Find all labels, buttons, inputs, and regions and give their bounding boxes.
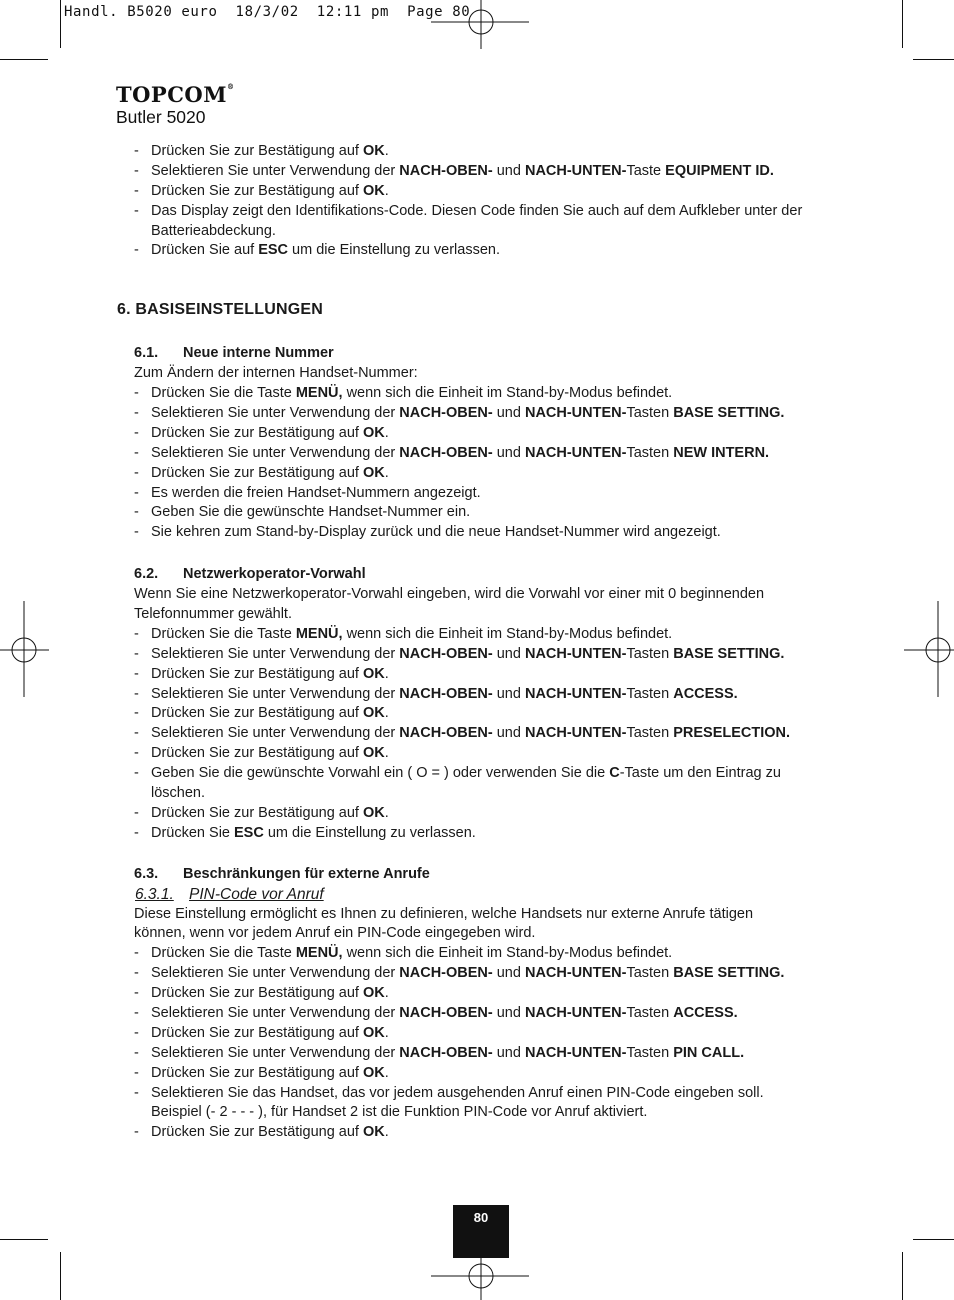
list-item	[134, 241, 854, 261]
lead-text: Zum Ändern der internen Handset-Nummer:	[134, 365, 418, 382]
key-label: OK	[362, 424, 385, 441]
page-number: 80	[453, 1205, 509, 1258]
print-slug: Handl. B5020 euro 18/3/02 12:11 pm Page 80	[64, 4, 471, 20]
key-label: ESC	[258, 242, 289, 259]
bullet-dash: -	[134, 745, 139, 762]
bullet-dash: -	[134, 824, 139, 841]
text-run: Selektieren Sie unter Verwendung der	[151, 645, 400, 662]
text-run: Tasten	[626, 405, 674, 422]
key-label: ESC	[234, 824, 264, 841]
text-run: um die Einstellung zu verlassen.	[288, 242, 501, 259]
key-label: NACH-UNTEN-	[524, 1004, 627, 1021]
list-item	[134, 404, 854, 424]
text-run: .	[384, 665, 389, 682]
text-run: .	[384, 1024, 389, 1041]
bullet-dash: -	[134, 1064, 139, 1081]
key-label: NACH-UNTEN-	[524, 645, 627, 662]
list-item	[134, 142, 854, 162]
text-run: Drücken Sie zur Bestätigung auf	[151, 424, 363, 441]
list-item	[134, 944, 854, 964]
text-run: und	[492, 405, 525, 422]
key-label: OK	[362, 705, 385, 722]
list-item	[134, 645, 854, 665]
text-run: .	[384, 804, 389, 821]
subsubsection-title: PIN-Code vor Anruf	[189, 885, 324, 903]
text-run: Drücken Sie die Taste	[151, 625, 296, 642]
subsection-title: Neue interne Nummer	[183, 345, 334, 362]
text-run: Drücken Sie zur Bestätigung auf	[151, 665, 363, 682]
key-label: ACCESS.	[673, 685, 738, 702]
topcom-logo: TOPCOM®	[116, 82, 235, 107]
text-run: Selektieren Sie unter Verwendung der	[151, 162, 400, 179]
text-run: Selektieren Sie unter Verwendung der	[151, 1004, 400, 1021]
text-run: und	[492, 685, 525, 702]
key-label: OK	[362, 1064, 385, 1081]
bullet-dash: -	[134, 705, 139, 722]
list-item	[134, 384, 854, 404]
text-run: .	[384, 143, 389, 159]
text-run: Drücken Sie zur Bestätigung auf	[151, 985, 363, 1002]
lead-text: Diese Einstellung ermöglicht es Ihnen zu definieren, welche Handsets nur externe Anrufe tätigen	[134, 905, 754, 922]
list-item	[134, 444, 854, 464]
crop-mark	[60, 1252, 61, 1300]
key-label: NACH-UNTEN-	[524, 162, 627, 179]
list-item	[134, 784, 854, 804]
logo-text: TOPCOM	[116, 82, 227, 107]
list-item	[134, 1024, 854, 1044]
key-label: EQUIPMENT ID.	[665, 162, 774, 179]
key-label: OK	[362, 745, 385, 762]
text-run: .	[384, 705, 389, 722]
bullet-dash: -	[134, 685, 139, 702]
bullet-dash: -	[134, 242, 139, 259]
text-run: und	[492, 725, 525, 742]
text-run: Selektieren Sie unter Verwendung der	[151, 685, 400, 702]
key-label: OK	[362, 1024, 385, 1041]
text-run: Selektieren Sie unter Verwendung der	[151, 444, 400, 461]
key-label: NACH-OBEN-	[399, 405, 493, 422]
key-label: BASE SETTING.	[673, 965, 785, 982]
bullet-dash: -	[134, 725, 139, 742]
bullet-dash: -	[134, 424, 139, 441]
text-run: -Taste um den Eintrag zu	[619, 765, 781, 782]
bullet-dash: -	[134, 765, 139, 782]
crop-mark	[902, 0, 903, 48]
list-item	[134, 1103, 854, 1123]
key-label: C	[609, 765, 620, 782]
key-label: NACH-OBEN-	[399, 444, 493, 461]
list-item	[134, 665, 854, 685]
list-item	[134, 484, 854, 504]
key-label: MENÜ,	[295, 385, 343, 402]
key-label: OK	[362, 665, 385, 682]
list-item	[134, 824, 854, 844]
list-item	[134, 724, 854, 744]
bullet-dash: -	[134, 1124, 139, 1141]
text-run: Selektieren Sie unter Verwendung der	[151, 965, 400, 982]
text-run: Tasten	[626, 1044, 674, 1061]
text-run: Geben Sie die gewünschte Handset-Nummer ein.	[151, 504, 471, 521]
text-run: Drücken Sie zur Bestätigung auf	[151, 705, 363, 722]
bullet-dash: -	[134, 444, 139, 461]
key-label: MENÜ,	[295, 945, 343, 962]
subsection-title: Netzwerkoperator-Vorwahl	[183, 566, 366, 583]
registration-mark-bottom	[431, 1252, 531, 1300]
list-item	[134, 1004, 854, 1024]
crop-mark	[902, 1252, 903, 1300]
text-run: Drücken Sie zur Bestätigung auf	[151, 143, 363, 159]
text-run: und	[492, 1004, 525, 1021]
text-run: Batterieabdeckung.	[151, 222, 276, 239]
bullet-dash: -	[134, 985, 139, 1002]
text-run: Tasten	[626, 965, 674, 982]
text-run: Drücken Sie	[151, 824, 235, 841]
list-item	[134, 1084, 854, 1104]
lead-text: Telefonnummer gewählt.	[134, 606, 292, 623]
key-label: NACH-UNTEN-	[524, 685, 627, 702]
lead-text: können, wenn vor jedem Anruf ein PIN-Code eingegeben wird.	[134, 925, 536, 942]
crop-mark	[0, 1239, 48, 1240]
key-label: PRESELECTION.	[673, 725, 791, 742]
bullet-dash: -	[134, 1084, 139, 1101]
bullet-dash: -	[134, 143, 139, 159]
intro-list	[134, 142, 854, 261]
list-item	[134, 704, 854, 724]
text-run: .	[384, 464, 389, 481]
list-item	[134, 625, 854, 645]
bullet-dash: -	[134, 385, 139, 402]
list-item	[134, 1123, 854, 1143]
list-item	[134, 984, 854, 1004]
text-run: .	[384, 424, 389, 441]
list-item	[134, 222, 854, 242]
text-run: und	[492, 444, 525, 461]
key-label: ACCESS.	[673, 1004, 738, 1021]
text-run: wenn sich die Einheit im Stand-by-Modus befindet.	[342, 385, 673, 402]
crop-mark	[0, 59, 48, 60]
text-run: Drücken Sie die Taste	[151, 945, 296, 962]
subsection-number: 6.1.	[134, 345, 159, 362]
bullet-dash: -	[134, 1044, 139, 1061]
key-label: NACH-UNTEN-	[524, 725, 627, 742]
key-label: BASE SETTING.	[673, 405, 785, 422]
text-run: Drücken Sie zur Bestätigung auf	[151, 1124, 363, 1141]
bullet-dash: -	[134, 804, 139, 821]
text-run: Selektieren Sie das Handset, das vor jedem ausgehenden Anruf einen PIN-Code eingeben soll.	[151, 1084, 764, 1101]
text-run: und	[492, 965, 525, 982]
text-run: Geben Sie die gewünschte Vorwahl ein ( O = ) oder verwenden Sie die	[151, 765, 610, 782]
key-label: NACH-OBEN-	[399, 965, 493, 982]
key-label: NACH-UNTEN-	[524, 1044, 627, 1061]
text-run: Beispiel (- 2 - - - ), für Handset 2 ist die Funktion PIN-Code vor Anruf aktiviert.	[151, 1104, 648, 1121]
key-label: OK	[362, 182, 385, 199]
key-label: NACH-UNTEN-	[524, 965, 627, 982]
subsection-heading-6-3	[134, 865, 854, 885]
list-item	[134, 744, 854, 764]
bullet-dash: -	[134, 405, 139, 422]
list-item	[134, 182, 854, 202]
text-run: Drücken Sie zur Bestätigung auf	[151, 182, 363, 199]
bullet-dash: -	[134, 965, 139, 982]
subsubsection-number: 6.3.1.	[135, 885, 174, 903]
key-label: PIN CALL.	[673, 1044, 745, 1061]
key-label: MENÜ,	[295, 625, 343, 642]
bullet-dash: -	[134, 625, 139, 642]
bullet-dash: -	[134, 504, 139, 521]
key-label: NACH-OBEN-	[399, 725, 493, 742]
bullet-dash: -	[134, 484, 139, 501]
text-run: Drücken Sie zur Bestätigung auf	[151, 804, 363, 821]
text-run: Tasten	[626, 645, 674, 662]
steps-list-6-3	[134, 944, 854, 1143]
key-label: NACH-UNTEN-	[524, 444, 627, 461]
text-run: löschen.	[151, 785, 206, 802]
bullet-dash: -	[134, 524, 139, 541]
text-run: .	[384, 745, 389, 762]
list-item	[134, 685, 854, 705]
bullet-dash: -	[134, 162, 139, 179]
text-run: Drücken Sie die Taste	[151, 385, 296, 402]
text-run: und	[492, 162, 525, 179]
list-item	[134, 424, 854, 444]
bullet-dash: -	[134, 645, 139, 662]
key-label: OK	[362, 804, 385, 821]
text-run: .	[384, 1124, 389, 1141]
registration-mark-left	[0, 601, 50, 697]
text-run: Tasten	[626, 444, 674, 461]
list-item	[134, 1044, 854, 1064]
bullet-dash: -	[134, 182, 139, 199]
text-run: Sie kehren zum Stand-by-Display zurück und die neue Handset-Nummer wird angezeigt.	[151, 524, 721, 541]
subsection-title: Beschränkungen für externe Anrufe	[183, 865, 430, 882]
bullet-dash: -	[134, 1024, 139, 1041]
text-run: Selektieren Sie unter Verwendung der	[151, 405, 400, 422]
bullet-dash: -	[134, 665, 139, 682]
key-label: NACH-OBEN-	[399, 1004, 493, 1021]
key-label: NACH-OBEN-	[399, 162, 493, 179]
text-run: Es werden die freien Handset-Nummern angezeigt.	[151, 484, 481, 501]
list-item	[134, 804, 854, 824]
text-run: Tasten	[626, 1004, 674, 1021]
subsection-heading-6-1	[134, 344, 854, 364]
brand-block	[116, 82, 234, 127]
document-body	[134, 142, 854, 1143]
crop-mark	[913, 59, 954, 60]
text-run: um die Einstellung zu verlassen.	[263, 824, 476, 841]
text-run: Taste	[626, 162, 666, 179]
registration-mark-right	[904, 601, 954, 697]
key-label: NEW INTERN.	[673, 444, 770, 461]
key-label: NACH-UNTEN-	[524, 405, 627, 422]
text-run: wenn sich die Einheit im Stand-by-Modus befindet.	[342, 945, 673, 962]
text-run: Drücken Sie zur Bestätigung auf	[151, 1024, 363, 1041]
subsection-number: 6.3.	[134, 865, 159, 882]
text-run: Drücken Sie zur Bestätigung auf	[151, 745, 363, 762]
text-run: Tasten	[626, 725, 674, 742]
list-item	[134, 523, 854, 543]
text-run: und	[492, 1044, 525, 1061]
section-heading: 6. BASISEINSTELLUNGEN	[117, 301, 324, 318]
list-item	[134, 162, 854, 182]
list-item	[134, 764, 854, 784]
text-run: Selektieren Sie unter Verwendung der	[151, 1044, 400, 1061]
text-run: Selektieren Sie unter Verwendung der	[151, 725, 400, 742]
steps-list-6-2	[134, 625, 854, 844]
bullet-dash: -	[134, 464, 139, 481]
text-run: wenn sich die Einheit im Stand-by-Modus befindet.	[342, 625, 673, 642]
crop-mark	[60, 0, 61, 48]
model-name: Butler 5020	[116, 107, 206, 127]
subsubsection-heading-6-3-1	[134, 885, 854, 905]
bullet-dash: -	[134, 945, 139, 962]
bullet-dash: -	[134, 202, 139, 219]
text-run: Drücken Sie zur Bestätigung auf	[151, 464, 363, 481]
steps-list-6-1	[134, 384, 854, 543]
bullet-dash: -	[134, 1004, 139, 1021]
list-item	[134, 1064, 854, 1084]
key-label: NACH-OBEN-	[399, 1044, 493, 1061]
key-label: OK	[362, 143, 385, 159]
subsection-number: 6.2.	[134, 566, 159, 583]
text-run: und	[492, 645, 525, 662]
list-item	[134, 464, 854, 484]
key-label: BASE SETTING.	[673, 645, 785, 662]
text-run: .	[384, 985, 389, 1002]
text-run: .	[384, 1064, 389, 1081]
lead-text: Wenn Sie eine Netzwerkoperator-Vorwahl eingeben, wird die Vorwahl vor einer mit 0 beginnenden	[134, 586, 765, 603]
crop-mark	[913, 1239, 954, 1240]
text-run: Drücken Sie auf	[151, 242, 259, 259]
list-item	[134, 503, 854, 523]
key-label: OK	[362, 1124, 385, 1141]
key-label: NACH-OBEN-	[399, 645, 493, 662]
text-run: Das Display zeigt den Identifikations-Code. Diesen Code finden Sie auch auf dem Aufkleber unter der	[151, 202, 803, 219]
key-label: OK	[362, 985, 385, 1002]
list-item	[134, 202, 854, 222]
text-run: Drücken Sie zur Bestätigung auf	[151, 1064, 363, 1081]
list-item	[134, 964, 854, 984]
key-label: OK	[362, 464, 385, 481]
key-label: NACH-OBEN-	[399, 685, 493, 702]
subsection-heading-6-2	[134, 565, 854, 585]
text-run: Tasten	[626, 685, 674, 702]
text-run: .	[384, 182, 389, 199]
registration-mark-top	[431, 0, 531, 50]
